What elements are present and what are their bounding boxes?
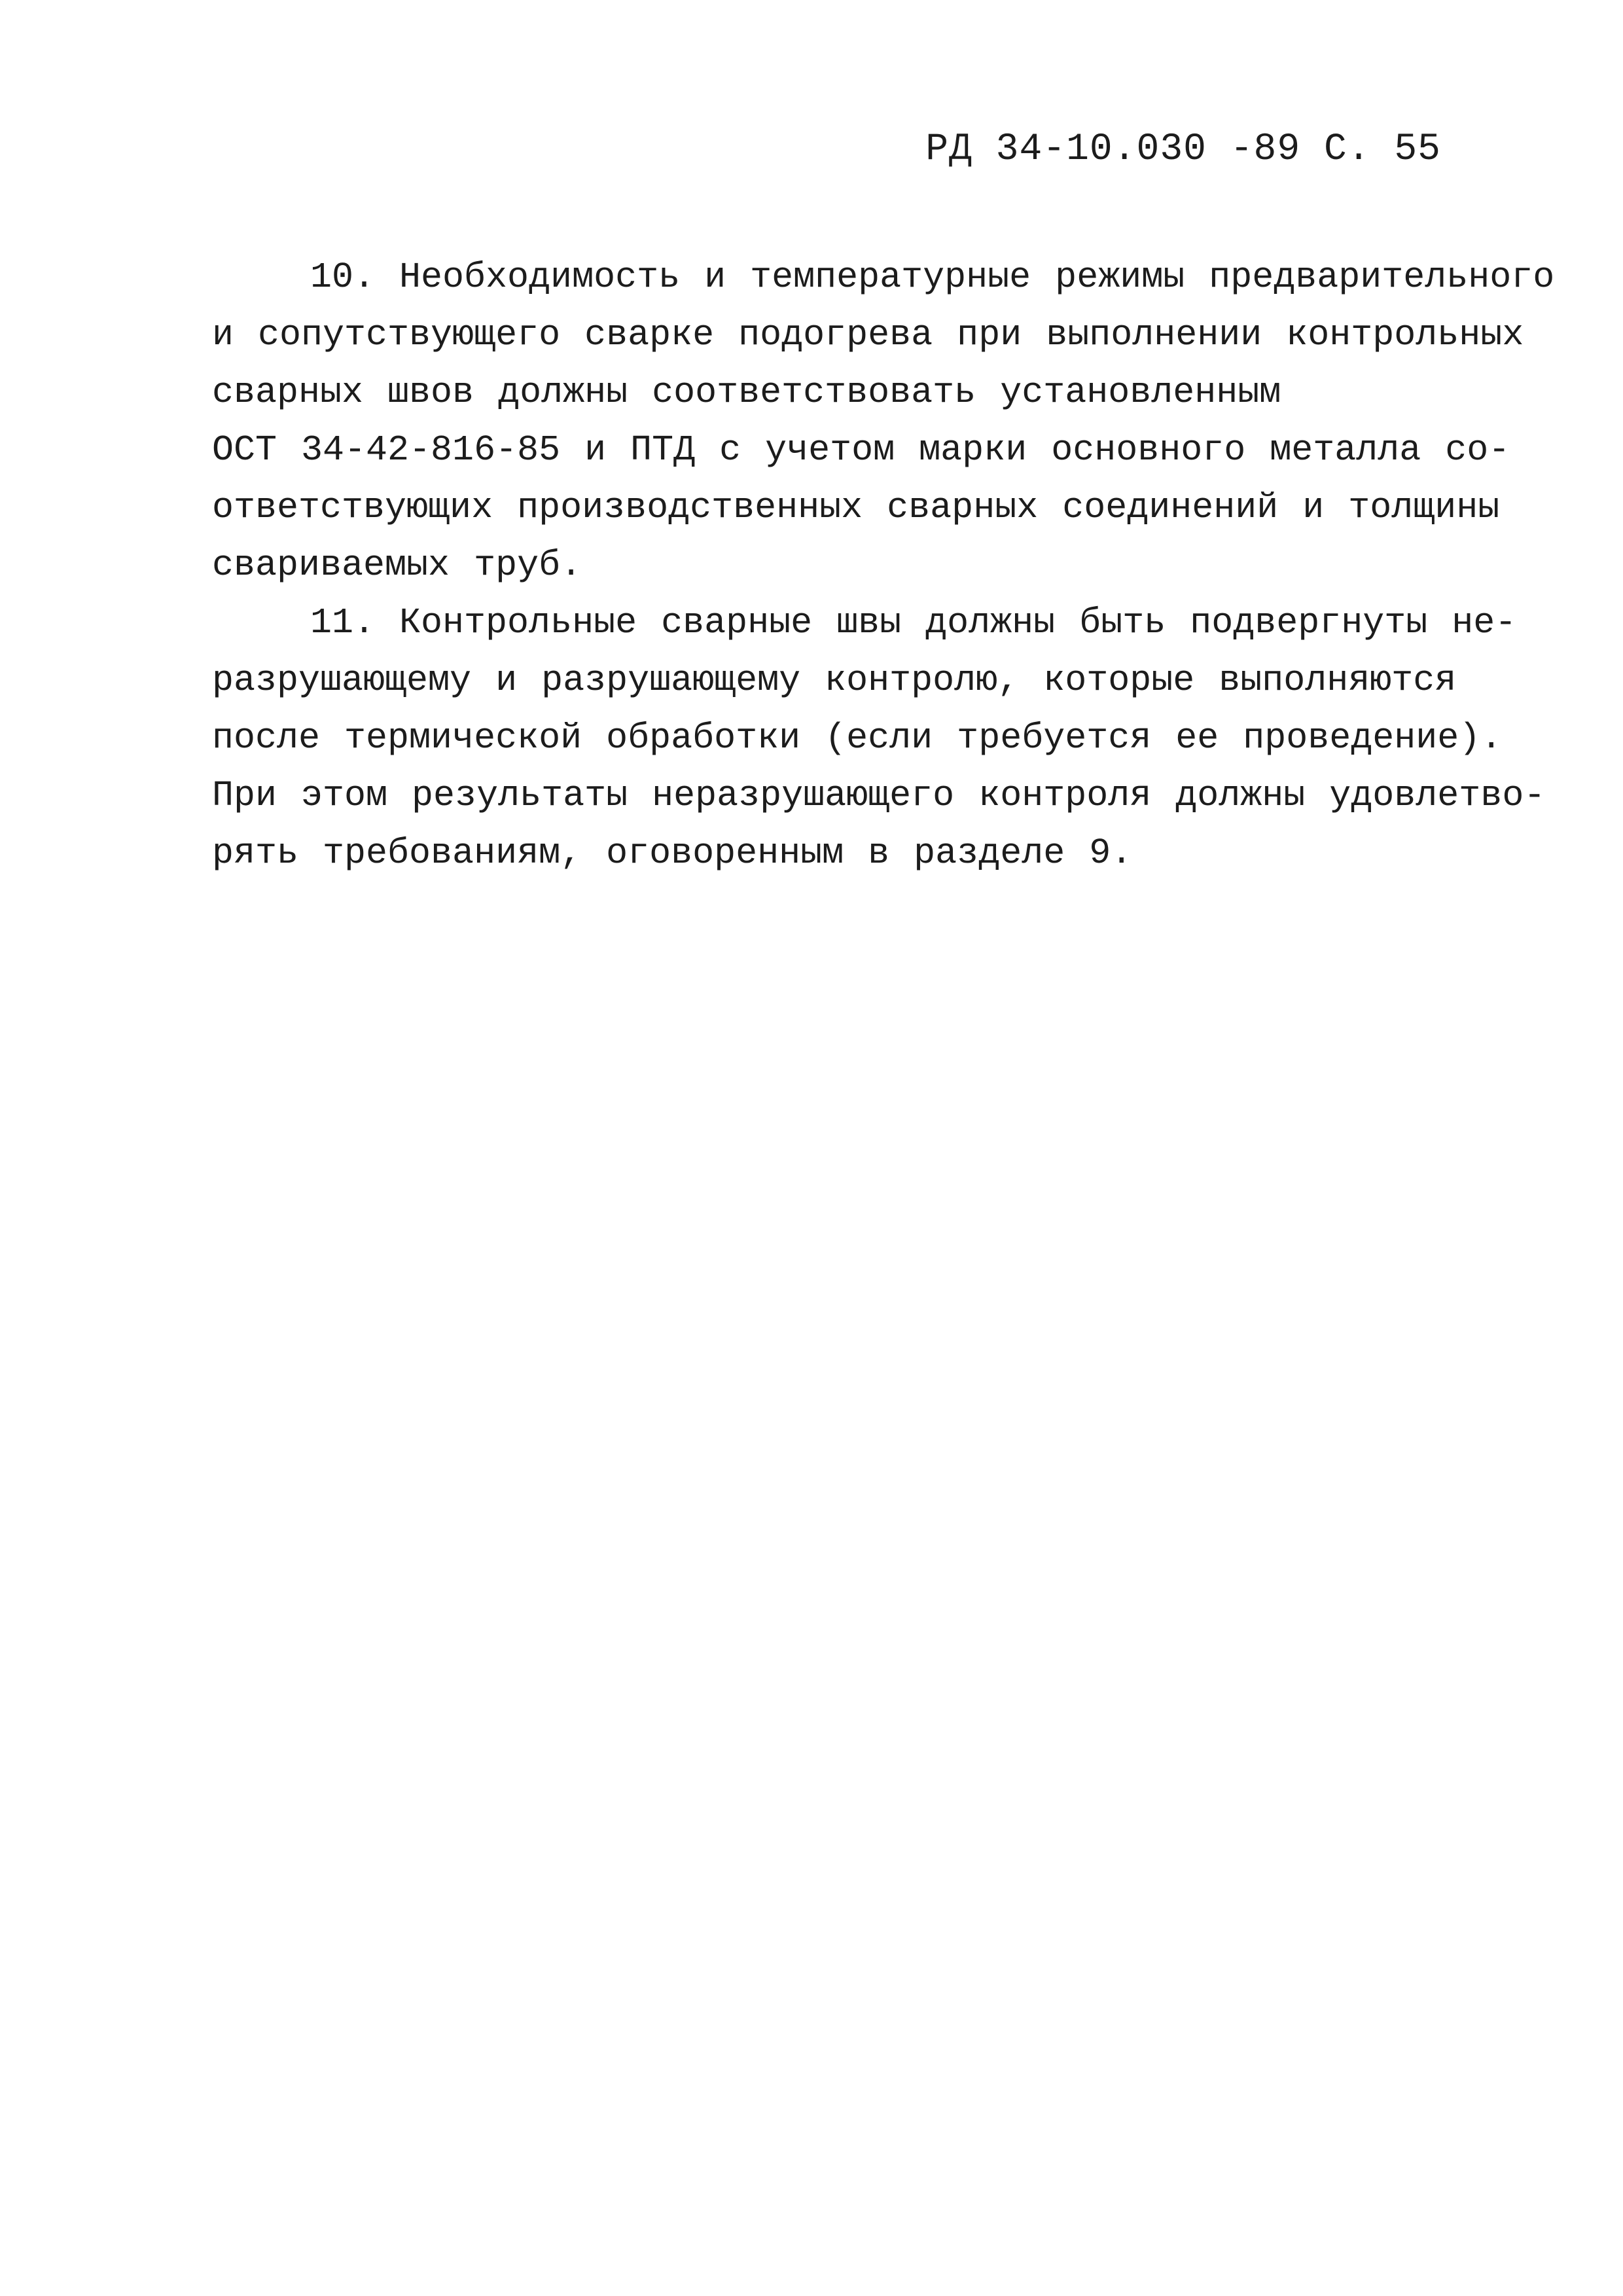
text-line: 11. Контрольные сварные швы должны быть подвергнуты не- xyxy=(310,602,1517,643)
text-line: ответствующих производственных сварных соединений и толщины xyxy=(212,487,1500,528)
page-header: РД 34-10.030 -89 С. 55 xyxy=(925,128,1441,171)
paragraph-11 xyxy=(212,594,1546,882)
text-line: ОСТ 34-42-816-85 и ПТД с учетом марки основного металла со- xyxy=(212,429,1510,471)
paragraph-10 xyxy=(212,249,1555,594)
text-line: 10. Необходимость и температурные режимы предварительного xyxy=(310,257,1555,298)
text-line: разрушающему и разрушающему контролю, которые выполняются xyxy=(212,660,1457,701)
text-line: сварных швов должны соответствовать установленным xyxy=(212,372,1281,413)
text-line: рять требованиям, оговоренным в разделе 9. xyxy=(212,833,1133,874)
text-line: свариваемых труб. xyxy=(212,545,582,586)
text-line: и сопутствующего сварке подогрева при выполнении контрольных xyxy=(212,314,1524,355)
text-line: При этом результаты неразрушающего контроля должны удовлетво- xyxy=(212,775,1546,816)
document-body xyxy=(212,249,1555,882)
text-line: после термической обработки (если требуется ее проведение). xyxy=(212,717,1503,759)
